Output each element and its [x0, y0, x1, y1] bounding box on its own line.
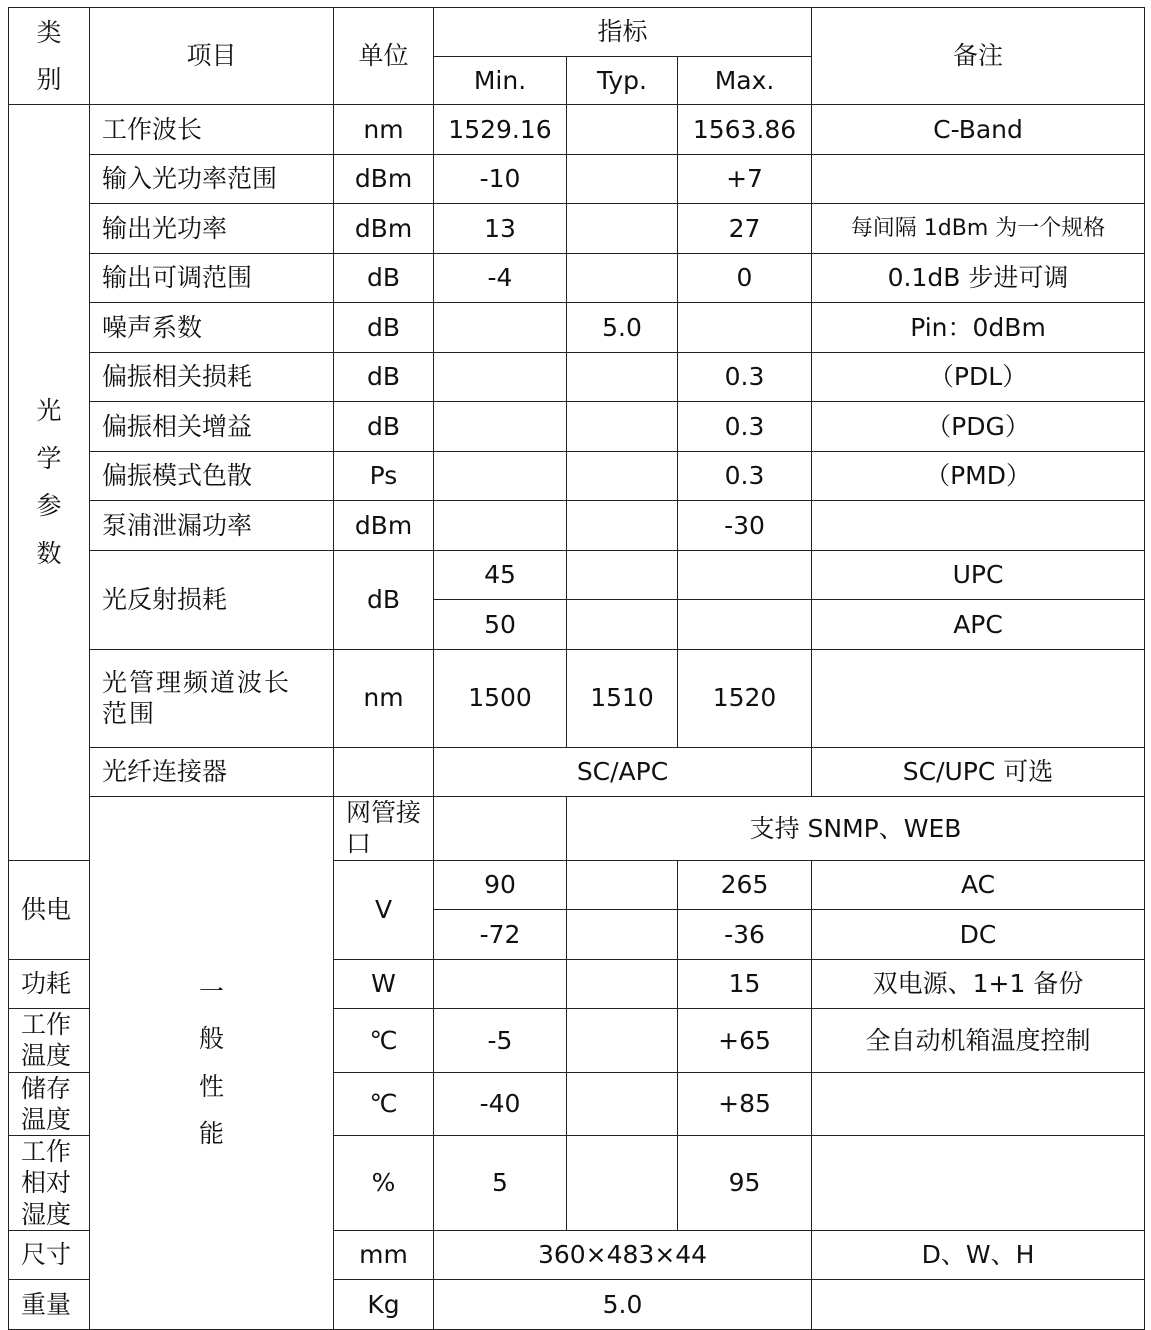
row-min: 90 [434, 860, 567, 910]
row-typ [567, 105, 678, 155]
row-unit: V [334, 860, 434, 959]
spec-table [8, 7, 1145, 1330]
row-typ [567, 253, 678, 303]
table-row [9, 501, 1145, 551]
row-note [812, 1280, 1145, 1330]
header-item: 项目 [90, 8, 334, 105]
category-general: 一 般 性 能 [90, 797, 334, 1330]
row-note: AC [812, 860, 1145, 910]
row-typ [567, 154, 678, 204]
row-typ [567, 501, 678, 551]
row-item: 光反射损耗 [90, 550, 334, 649]
row-typ [567, 860, 678, 910]
row-typ [567, 1136, 678, 1231]
row-spec: 支持 SNMP、WEB [567, 797, 1145, 861]
row-max [678, 303, 812, 353]
row-note: 每间隔 1dBm 为一个规格 [812, 204, 1145, 254]
row-unit: nm [334, 649, 434, 747]
row-unit: Ps [334, 451, 434, 501]
row-note: DC [812, 910, 1145, 960]
row-item: 偏振模式色散 [90, 451, 334, 501]
row-typ: 5.0 [567, 303, 678, 353]
row-max: -30 [678, 501, 812, 551]
row-unit: nm [334, 105, 434, 155]
row-min: -40 [434, 1072, 567, 1136]
row-min [434, 501, 567, 551]
row-max: +7 [678, 154, 812, 204]
table-row [9, 797, 1145, 861]
row-max: 95 [678, 1136, 812, 1231]
row-max: 15 [678, 959, 812, 1009]
row-item: 泵浦泄漏功率 [90, 501, 334, 551]
row-min: 1500 [434, 649, 567, 747]
row-item: 工作波长 [90, 105, 334, 155]
row-item: 偏振相关增益 [90, 402, 334, 452]
row-unit [334, 747, 434, 797]
row-note [812, 154, 1145, 204]
row-unit: % [334, 1136, 434, 1231]
header-note: 备注 [812, 8, 1145, 105]
row-typ [567, 600, 678, 650]
header-unit: 单位 [334, 8, 434, 105]
row-max: 0.3 [678, 402, 812, 452]
header-min: Min. [434, 57, 567, 105]
row-unit: dB [334, 253, 434, 303]
row-typ [567, 352, 678, 402]
row-max: -36 [678, 910, 812, 960]
row-unit: ℃ [334, 1072, 434, 1136]
row-item: 输出可调范围 [90, 253, 334, 303]
row-min [434, 303, 567, 353]
row-item: 输出光功率 [90, 204, 334, 254]
row-min [434, 451, 567, 501]
row-min: 1529.16 [434, 105, 567, 155]
row-note: （PMD） [812, 451, 1145, 501]
header-spec: 指标 [434, 8, 812, 57]
row-unit [434, 797, 567, 861]
row-min: -5 [434, 1009, 567, 1073]
row-note: （PDG） [812, 402, 1145, 452]
row-typ [567, 959, 678, 1009]
row-note [812, 501, 1145, 551]
row-item: 重量 [9, 1280, 90, 1330]
row-max: 0.3 [678, 451, 812, 501]
row-unit: dBm [334, 204, 434, 254]
row-unit: ℃ [334, 1009, 434, 1073]
row-unit: Kg [334, 1280, 434, 1330]
row-unit: dB [334, 550, 434, 649]
row-max: 27 [678, 204, 812, 254]
row-unit: dB [334, 352, 434, 402]
row-typ [567, 1072, 678, 1136]
row-item: 网管接口 [334, 797, 434, 861]
row-min: 50 [434, 600, 567, 650]
row-unit: dBm [334, 501, 434, 551]
row-typ [567, 910, 678, 960]
row-note: 0.1dB 步进可调 [812, 253, 1145, 303]
row-min: -72 [434, 910, 567, 960]
row-min [434, 959, 567, 1009]
row-unit: dBm [334, 154, 434, 204]
row-note: UPC [812, 550, 1145, 600]
row-item: 储存温度 [9, 1072, 90, 1136]
row-max: 1520 [678, 649, 812, 747]
row-item: 功耗 [9, 959, 90, 1009]
row-spec: 5.0 [434, 1280, 812, 1330]
row-note: 双电源、1+1 备份 [812, 959, 1145, 1009]
row-spec: SC/APC [434, 747, 812, 797]
row-unit: W [334, 959, 434, 1009]
row-typ [567, 550, 678, 600]
row-unit: dB [334, 402, 434, 452]
row-note [812, 1072, 1145, 1136]
row-item: 光纤连接器 [90, 747, 334, 797]
row-max [678, 550, 812, 600]
row-max: +85 [678, 1072, 812, 1136]
table-row [9, 451, 1145, 501]
row-min [434, 402, 567, 452]
row-min: 45 [434, 550, 567, 600]
row-typ [567, 1009, 678, 1073]
row-min: -4 [434, 253, 567, 303]
table-row [9, 154, 1145, 204]
row-item: 工作相对湿度 [9, 1136, 90, 1231]
row-max: 0 [678, 253, 812, 303]
table-row [9, 402, 1145, 452]
row-item: 工作温度 [9, 1009, 90, 1073]
row-max: 265 [678, 860, 812, 910]
row-note [812, 649, 1145, 747]
row-typ [567, 204, 678, 254]
row-min: 13 [434, 204, 567, 254]
row-item: 光管理频道波长 范围 [90, 649, 334, 747]
row-spec: 360×483×44 [434, 1230, 812, 1280]
table-row [9, 352, 1145, 402]
row-max: 1563.86 [678, 105, 812, 155]
header-max: Max. [678, 57, 812, 105]
row-item: 供电 [9, 860, 90, 959]
row-min: 5 [434, 1136, 567, 1231]
table-row [9, 649, 1145, 747]
row-max [678, 600, 812, 650]
table-row [9, 253, 1145, 303]
row-item: 偏振相关损耗 [90, 352, 334, 402]
row-typ: 1510 [567, 649, 678, 747]
row-note: C-Band [812, 105, 1145, 155]
row-note [812, 1136, 1145, 1231]
table-row [9, 204, 1145, 254]
row-typ [567, 402, 678, 452]
header-category: 类 别 [9, 8, 90, 105]
row-note: （PDL） [812, 352, 1145, 402]
row-unit: dB [334, 303, 434, 353]
row-note: APC [812, 600, 1145, 650]
row-item: 输入光功率范围 [90, 154, 334, 204]
row-note: SC/UPC 可选 [812, 747, 1145, 797]
row-min: -10 [434, 154, 567, 204]
row-item: 尺寸 [9, 1230, 90, 1280]
category-optical: 光 学 参 数 [9, 105, 90, 861]
row-max: 0.3 [678, 352, 812, 402]
row-max: +65 [678, 1009, 812, 1073]
row-note: D、W、H [812, 1230, 1145, 1280]
table-row [9, 105, 1145, 155]
row-min [434, 352, 567, 402]
table-row [9, 550, 1145, 600]
header-typ: Typ. [567, 57, 678, 105]
row-note: Pin：0dBm [812, 303, 1145, 353]
row-unit: mm [334, 1230, 434, 1280]
row-typ [567, 451, 678, 501]
row-item: 噪声系数 [90, 303, 334, 353]
table-row [9, 747, 1145, 797]
table-row [9, 303, 1145, 353]
row-note: 全自动机箱温度控制 [812, 1009, 1145, 1073]
